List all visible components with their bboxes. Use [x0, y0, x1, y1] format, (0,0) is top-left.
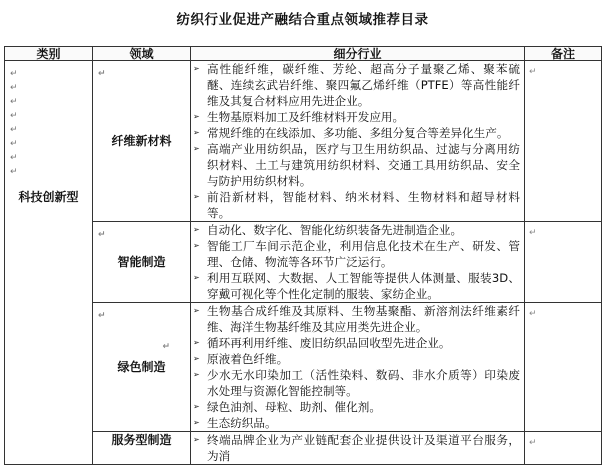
category-name: 科技创新型	[18, 190, 79, 204]
return-mark-icon: ↵	[98, 69, 106, 79]
list-item: ➢ 原液着色纤维。	[193, 352, 289, 366]
field-cell	[93, 222, 191, 303]
list-item: ➢ 高性能纤维，碳纤维、芳纶、超高分子量聚乙烯、聚苯硫醚、连续玄武岩纤维、聚四氟乙烯纤维（PTFE）等高性能纤维及其复合材料应用先进企业。	[193, 62, 520, 108]
arrow-bullet-icon: ➢	[193, 273, 200, 282]
arrow-bullet-icon: ➢	[193, 354, 200, 363]
header-note: 备注	[525, 47, 602, 61]
arrow-bullet-icon: ➢	[193, 338, 200, 347]
table-row	[5, 222, 602, 303]
sector-cell	[191, 432, 525, 465]
arrow-bullet-icon: ➢	[193, 418, 200, 427]
return-mark-icon: ↵	[10, 69, 18, 79]
field-name: 绿色制造	[117, 360, 166, 374]
return-mark-icon: ↵	[10, 139, 18, 149]
return-mark-icon: ↵	[529, 438, 537, 448]
arrow-bullet-icon: ➢	[193, 370, 200, 379]
list-item: ➢ 生物基原料加工及纤维材料开发应用。	[193, 110, 405, 124]
header-row	[5, 47, 602, 61]
arrow-bullet-icon: ➢	[193, 112, 200, 121]
note-cell	[525, 432, 602, 465]
sector-cell	[191, 222, 525, 303]
list-item: ➢ 生物基合成纤维及其原料、生物基聚酯、新溶剂法纤维素纤维、海洋生物基纤维及其应用类先进企业。	[193, 304, 520, 334]
note-cell	[525, 61, 602, 222]
field-cell	[93, 61, 191, 222]
return-mark-icon: ↵	[10, 153, 18, 163]
list-item: ➢ 循环再利用纤维、废旧纺织品回收型先进企业。	[193, 336, 451, 350]
arrow-bullet-icon: ➢	[193, 435, 200, 444]
return-mark-icon: ↵	[529, 228, 537, 238]
list-item: ➢ 常规纤维的在线添加、多功能、多组分复合等差异化生产。	[193, 126, 509, 140]
list-item: ➢ 利用互联网、大数据、人工智能等提供人体测量、服装3D、穿戴可视化等个性化定制的服装、家纺企业。	[193, 271, 520, 301]
return-marks	[10, 67, 18, 179]
note-cell	[525, 303, 602, 432]
list-item: ➢ 少水无水印染加工（活性染料、数码、非水介质等）印染废水处理与资源化智能控制等。	[193, 368, 520, 398]
document-title: 纺织行业促进产融结合重点领域推荐目录	[176, 12, 429, 28]
list-item: ➢ 绿色油剂、母粒、助剂、催化剂。	[193, 400, 381, 414]
list-item: ➢ 自动化、数字化、智能化纺织装备先进制造企业。	[193, 223, 463, 237]
arrow-bullet-icon: ➢	[193, 241, 200, 250]
field-name: 智能制造	[117, 255, 166, 269]
field-name: 纤维新材料	[111, 134, 172, 148]
list-item: ➢ 终端品牌企业为产业链配套企业提供设计及渠道平台服务，为消	[193, 433, 520, 463]
table-row	[5, 61, 602, 222]
list-item: ➢ 生态纺织品。	[193, 416, 277, 430]
list-item: ➢ 高端产业用纺织品，医疗与卫生用纺织品、过滤与分离用纺织材料、土工与建筑用纺织材料、交通工具用纺织品、安全与防护用纺织材料。	[193, 142, 520, 188]
header-field: 领域	[93, 47, 191, 61]
arrow-bullet-icon: ➢	[193, 402, 200, 411]
return-mark-icon: ↵	[10, 111, 18, 121]
list-item: ➢ 前沿新材料，智能材料、纳米材料、生物材料和超导材料等。	[193, 190, 520, 220]
return-mark-icon: ↵	[10, 167, 18, 177]
field-cell	[93, 432, 191, 465]
return-mark-icon: ↵	[98, 230, 106, 240]
table-row	[5, 303, 602, 432]
return-mark-icon: ↵	[162, 342, 170, 352]
return-mark-icon: ↵	[10, 125, 18, 135]
return-mark-icon: ↵	[10, 83, 18, 93]
arrow-bullet-icon: ➢	[193, 64, 200, 73]
arrow-bullet-icon: ➢	[193, 128, 200, 137]
list-item: ➢ 智能工厂车间示范企业，利用信息化技术在生产、研发、管理、仓储、物流等各环节广泛运行。	[193, 239, 520, 269]
arrow-bullet-icon: ➢	[193, 144, 200, 153]
arrow-bullet-icon: ➢	[193, 225, 200, 234]
sector-cell	[191, 303, 525, 432]
arrow-bullet-icon: ➢	[193, 306, 200, 315]
field-cell	[93, 303, 191, 432]
return-mark-icon: ↵	[529, 67, 537, 77]
return-mark-icon: ↵	[10, 97, 18, 107]
recommendation-table	[4, 46, 602, 465]
arrow-bullet-icon: ➢	[193, 192, 200, 201]
category-cell	[5, 61, 93, 465]
table-row	[5, 432, 602, 465]
field-name: 服务型制造	[111, 433, 172, 447]
header-category: 类别	[5, 47, 93, 61]
sector-cell	[191, 61, 525, 222]
return-mark-icon: ↵	[98, 311, 106, 321]
return-mark-icon: ↵	[529, 309, 537, 319]
note-cell	[525, 222, 602, 303]
header-sector: 细分行业	[191, 47, 525, 61]
